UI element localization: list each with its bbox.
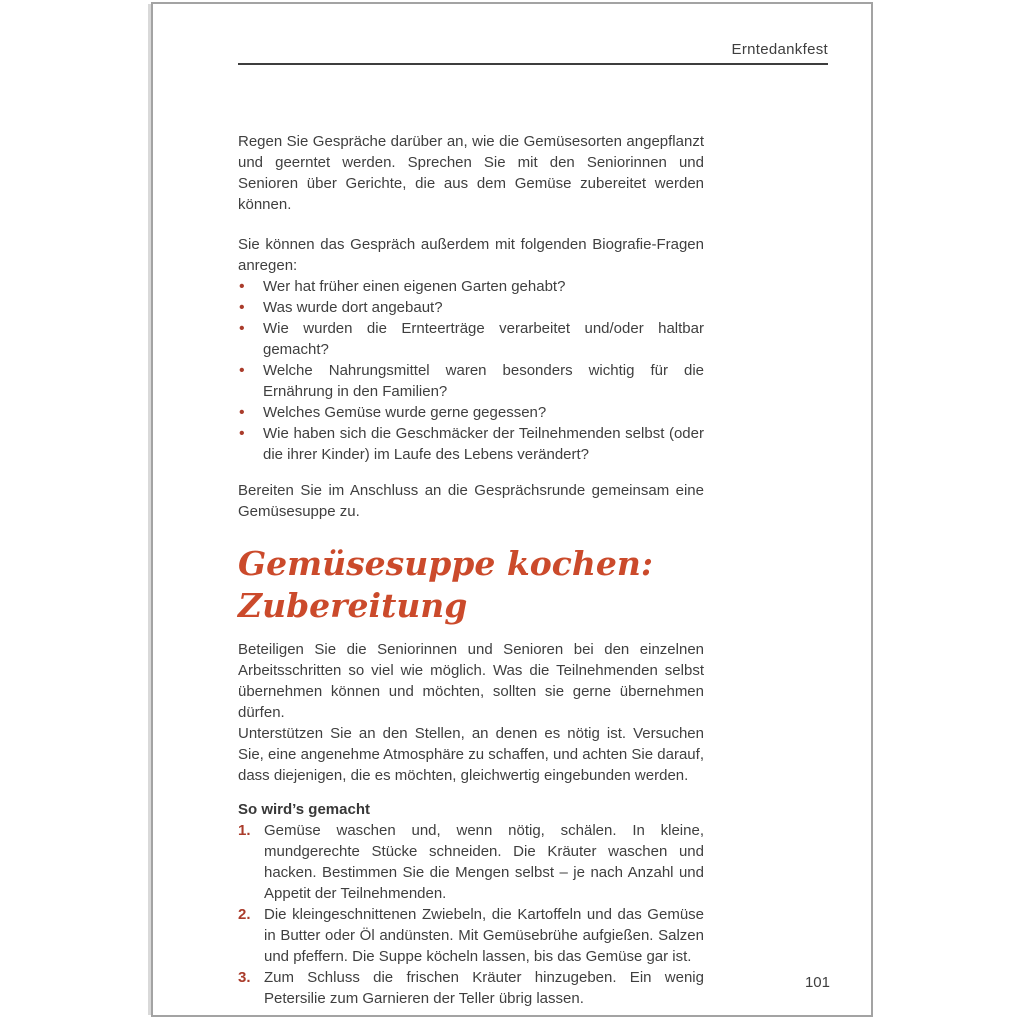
step-item — [238, 820, 704, 904]
question-text: Wer hat früher einen eigenen Garten gehabt? — [263, 278, 566, 295]
question-item — [238, 318, 704, 360]
transition-paragraph: Bereiten Sie im Anschluss an die Gesprächsrunde gemeinsam eine Gemüsesuppe zu. — [238, 482, 704, 520]
question-text: Welche Nahrungsmittel waren besonders wichtig für die Ernährung in den Familien? — [263, 362, 704, 400]
page-number: 101 — [804, 974, 830, 991]
document-page — [151, 2, 873, 1017]
steps-heading: So wird’s gemacht — [238, 801, 370, 818]
section-paragraph-1: Beteiligen Sie die Seniorinnen und Senioren bei den einzelnen Arbeitsschritten so viel wie möglich. Was die Teilnehmenden selbst übernehmen können und möchten, sollten sie gerne übernehmen dürfen. — [238, 641, 704, 721]
intro-paragraph-2: Sie können das Gespräch außerdem mit folgenden Biografie-Fragen anregen: — [238, 236, 704, 274]
question-item — [238, 276, 704, 297]
question-text: Wie haben sich die Geschmäcker der Teilnehmenden selbst (oder die ihrer Kinder) im Laufe des Lebens verändert? — [263, 425, 704, 463]
bullet-icon: • — [239, 362, 245, 379]
bullet-icon: • — [239, 278, 245, 295]
step-item — [238, 904, 704, 967]
section-paragraph-2: Unterstützen Sie an den Stellen, an denen es nötig ist. Versuchen Sie, eine angenehme Atmosphäre zu schaffen, und achten Sie darauf, dass diejenigen, die es möchten, gleichwertig eingebunden werden. — [238, 725, 704, 784]
step-item — [238, 967, 704, 1009]
bullet-icon: • — [239, 320, 245, 337]
bullet-icon: • — [239, 404, 245, 421]
text-column — [238, 131, 704, 1009]
bullet-icon: • — [239, 299, 245, 316]
question-item — [238, 360, 704, 402]
intro-paragraph-1: Regen Sie Gespräche darüber an, wie die Gemüsesorten angepflanzt und geerntet werden. Sprechen Sie mit den Seniorinnen und Senioren über Gerichte, die aus dem Gemüse zubereitet werden können. — [238, 133, 704, 213]
question-item — [238, 297, 704, 318]
question-item — [238, 423, 704, 465]
question-item — [238, 402, 704, 423]
step-number: 3. — [238, 969, 251, 986]
step-number: 1. — [238, 822, 251, 839]
preparation-steps-list — [238, 820, 704, 1009]
step-text: Zum Schluss die frischen Kräuter hinzugeben. Ein wenig Petersilie zum Garnieren der Teller übrig lassen. — [264, 969, 704, 1007]
question-text: Wie wurden die Ernteerträge verarbeitet und/oder haltbar gemacht? — [263, 320, 704, 358]
header-rule — [238, 63, 828, 65]
step-number: 2. — [238, 906, 251, 923]
running-head: Erntedankfest — [731, 41, 828, 58]
question-text: Was wurde dort angebaut? — [263, 299, 443, 316]
section-heading: Gemüsesuppe kochen: Zubereitung — [238, 544, 653, 625]
biography-question-list — [238, 276, 704, 465]
bullet-icon: • — [239, 425, 245, 442]
question-text: Welches Gemüse wurde gerne gegessen? — [263, 404, 547, 421]
step-text: Die kleingeschnittenen Zwiebeln, die Kartoffeln und das Gemüse in Butter oder Öl andünsten. Mit Gemüsebrühe aufgießen. Salzen und pfeffern. Die Suppe köcheln lassen, bis das Gemüse gar ist. — [264, 906, 704, 965]
step-text: Gemüse waschen und, wenn nötig, schälen. In kleine, mundgerechte Stücke schneiden. Die Kräuter waschen und hacken. Bestimmen Sie die Mengen selbst – je nach Anzahl und Appetit der Teilnehmenden. — [264, 822, 704, 902]
